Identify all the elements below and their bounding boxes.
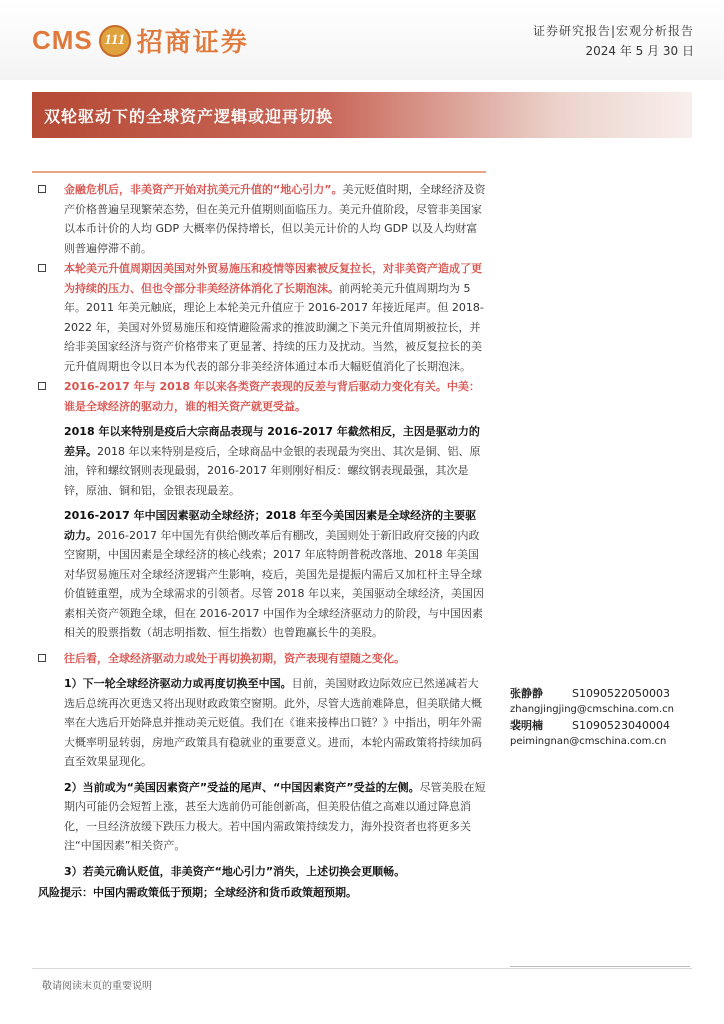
sub-body: 2018 年以来特别是疫后，全球商品中金银的表现最为突出、其次是铜、铝、原油，锌和螺纹钢则表现最弱，2016-2017 年则刚好相反：螺纹钢表现最强，其次是锌，原油、铜和铝，金银表现最差。 <box>64 444 481 497</box>
sub-lead: 2018 年以来特别是疫后大宗商品表现与 2016-2017 年截然相反，主因是驱动力的差异。 <box>64 425 480 458</box>
report-header <box>0 0 724 80</box>
sub-lead: 1）下一轮全球经济驱动力或再度切换至中国。 <box>64 677 292 690</box>
sub-paragraph <box>34 674 486 772</box>
summary-bullet <box>34 180 486 258</box>
analyst-row <box>510 686 700 702</box>
analyst-email[interactable]: zhangjingjing@cmschina.com.cn <box>510 704 674 715</box>
report-date: 2024 年 5 月 30 日 <box>585 44 694 58</box>
title-band <box>32 92 692 138</box>
sub-lead: 2）当前或为“美国因素资产”受益的尾声、“中国因素资产”受益的左侧。 <box>64 780 420 794</box>
summary-bullet <box>34 649 486 669</box>
risk-text: 中国内需政策低于预期；全球经济和货币政策超预期。 <box>93 886 357 899</box>
analyst-id: S1090523040004 <box>572 719 670 732</box>
analyst-id: S1090522050003 <box>572 687 670 700</box>
analyst-name: 裴明楠 <box>510 719 543 732</box>
logo-badge-icon: 111 <box>99 25 131 57</box>
logo-latin: CMS <box>32 25 93 55</box>
sub-paragraph <box>34 506 486 643</box>
summary-bullet <box>34 377 486 416</box>
bullet-body: 前两轮美元升值周期均为 5 年。2011 年美元触底，理论上本轮美元升值应于 2016-2017 年接近尾声。但 2018-2022 年，美国对外贸易施压和疫情避险需求的推波助澜之下美元升值周期被拉长，并给非美国家经济与资产价格带来了更显著、持续的压力及扰动。当然，被反复拉长的美元升值周期也令以日本为代表的部分非美经济体通过本币大幅贬值消化了长期泡沫。 <box>64 281 484 373</box>
sub-lead: 2016-2017 年中国因素驱动全球经济；2018 年至今美国因素是全球经济的主要驱动力。 <box>64 509 477 542</box>
title-divider <box>32 171 486 173</box>
checkbox-bullet-icon <box>38 185 46 193</box>
checkbox-bullet-icon <box>38 382 46 390</box>
sub-paragraph <box>34 778 486 856</box>
sub-body: 目前，美国财政边际效应已然递减若大选后总统再次更迭又将出现财政政策空窗期。此外，尽管大选前难降息，但美联储大概率在大选后开始降息并推动美元贬值。我们在《谁来接棒出口链？》中指出，明年外需大概率明显转弱，房地产政策具有稳就业的重要意义。进而，本轮内需政策将持续加码直至效果显现化。 <box>64 677 482 768</box>
sub-body: 2016-2017 年中国先有供给侧改革后有棚改，美国则处于新旧政府交接的内政空窗期，中国因素是全球经济的核心线索；2017 年底特朗普税改落地、2018 年美国对华贸易施压对全球经济逻辑产生影响，疫后，美国先是提振内需后又加杠杆主导全球价值链重塑，成为全球需求的引领者。尽管 2018 年以来，美国驱动全球经济，美国因素相关资产领跑全球，但在 2016-2017 中国作为全球经济驱动力的阶段，与中国因素相关的股票指数（胡志明指数、恒生指数）也曾跑赢长牛的美股。 <box>64 528 484 639</box>
cms-logo <box>32 22 249 59</box>
sub-lead: 3）若美元确认贬值，非美资产“地心引力”消失，上述切换会更顺畅。 <box>64 864 406 878</box>
summary-content <box>34 180 486 903</box>
analyst-name: 张静静 <box>510 687 543 700</box>
logo-company-name: 招商证券 <box>136 28 249 58</box>
side-divider <box>510 966 690 967</box>
analyst-email[interactable]: peimingnan@cmschina.com.cn <box>510 736 667 747</box>
sub-paragraph <box>34 422 486 500</box>
bullet-lead: 往后看，全球经济驱动力或处于再切换初期，资产表现有望随之变化。 <box>64 651 405 665</box>
footer-divider <box>32 968 692 969</box>
bullet-lead: 本轮美元升值周期因美国对外贸易施压和疫情等因素被反复拉长，对非美资产造成了更为持续的压力、但也令部分非美经济体消化了长期泡沫。 <box>64 262 482 295</box>
sub-paragraph <box>34 862 486 882</box>
bullet-lead: 2016-2017 年与 2018 年以来各类资产表现的反差与背后驱动力变化有关。中美：谁是全球经济的驱动力，谁的相关资产就更受益。 <box>64 380 480 413</box>
risk-warning <box>34 883 486 903</box>
risk-label: 风险提示： <box>38 886 93 899</box>
bullet-body: 美元贬值时期，全球经济及资产价格普遍呈现繁荣态势，但在美元升值期则面临压力。美元升值阶段，尽管非美国家以本币计价的人均 GDP 大概率仍保持增长，但以美元计价的人均 GDP 以及人均财富则普遍停滞不前。 <box>64 183 486 255</box>
analyst-panel <box>510 686 700 750</box>
summary-bullet <box>34 259 486 376</box>
sub-body: 尽管美股在短期内可能仍会短暂上涨，甚至大选前仍可能创新高，但美股估值之高难以通过降息消化，一旦经济放缓下跌压力极大。若中国内需政策持续发力，海外投资者也将更多关注“中国因素”相关资产。 <box>64 780 486 852</box>
report-title: 双轮驱动下的全球资产逻辑或迎再切换 <box>44 107 334 126</box>
report-type: 证券研究报告|宏观分析报告 <box>532 24 694 38</box>
bullet-lead: 金融危机后，非美资产开始对抗美元升值的“地心引力”。 <box>64 183 343 196</box>
checkbox-bullet-icon <box>38 264 46 272</box>
checkbox-bullet-icon <box>38 654 46 662</box>
analyst-row <box>510 718 700 734</box>
footer-disclaimer: 敬请阅读末页的重要说明 <box>42 981 152 992</box>
